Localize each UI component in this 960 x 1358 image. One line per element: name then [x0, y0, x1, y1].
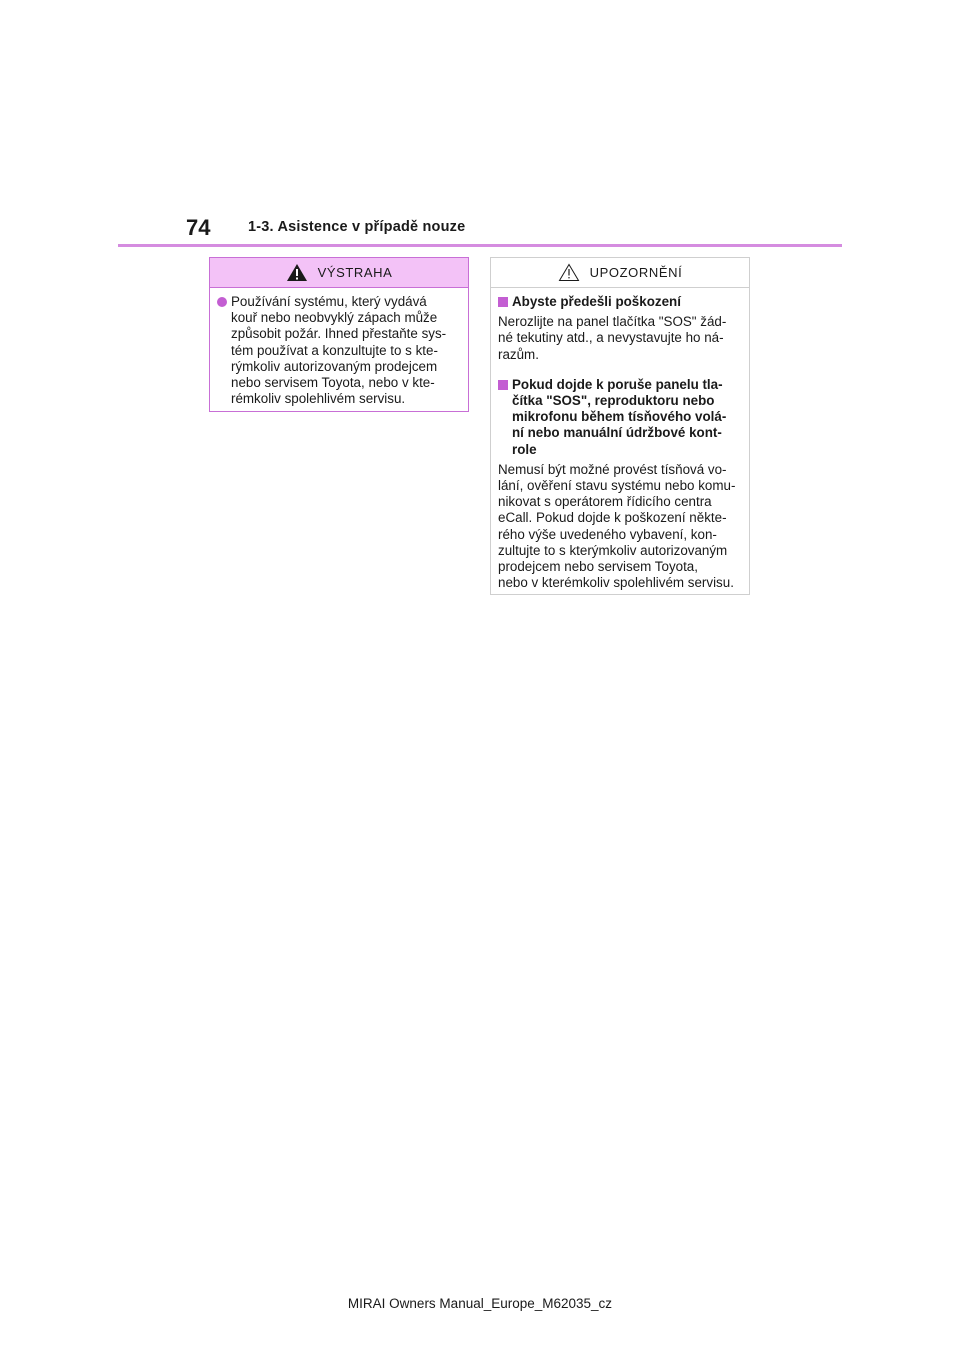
caution-body [491, 288, 749, 591]
caution-item [498, 377, 743, 592]
warning-text: Používání systému, který vydává kouř nebo neobvyklý zápach může způsobit požár. Ihned přestaňte sys- tém používat a konzultujte to s kte- rýmkoliv autorizovaným prodejcem nebo servisem Toyota, nebo v kte- rémkoliv spolehlivém servisu. [231, 294, 447, 407]
caution-box [490, 257, 750, 595]
warning-bullet [217, 294, 462, 407]
warning-header [210, 258, 468, 288]
warning-title: VÝSTRAHA [317, 265, 393, 280]
caution-item [498, 294, 743, 363]
caution-triangle-outline-icon [558, 263, 580, 282]
caution-item-heading-row [498, 294, 743, 310]
caution-item-heading: Pokud dojde k poruše panelu tla- čítka "SOS", reproduktoru nebo mikrofonu během tísňového volá- ní nebo manuální údržbové kont- role [512, 376, 727, 457]
warning-box [209, 257, 469, 412]
square-bullet-icon [498, 380, 508, 390]
page-number: 74 [186, 215, 211, 240]
caution-item-heading-row [498, 377, 743, 458]
warning-body [210, 288, 468, 407]
header-divider [118, 244, 842, 247]
warning-triangle-icon [286, 263, 308, 282]
section-title: 1-3. Asistence v případě nouze [248, 219, 466, 235]
caution-header [491, 258, 749, 288]
square-bullet-icon [498, 297, 508, 307]
caution-item-heading: Abyste předešli poškození [512, 294, 681, 309]
caution-title: UPOZORNĚNÍ [589, 265, 683, 280]
bullet-dot-icon [217, 297, 227, 307]
footer-text: MIRAI Owners Manual_Europe_M62035_cz [347, 1296, 613, 1311]
caution-item-text: Nerozlijte na panel tlačítka "SOS" žád- né tekutiny atd., a nevystavujte ho ná- razům. [498, 314, 727, 362]
caution-item-text: Nemusí být možné provést tísňová vo- lání, ověření stavu systému nebo komu- nikovat s operátorem řídicího centra eCall. Pokud dojde k poškození někte- rého výše uvedeného vybavení, kon- zultujte to s kterýmkoliv autorizovaným prodejcem nebo servisem Toyota, nebo v kterémkoliv spolehlivém servisu. [498, 461, 736, 591]
